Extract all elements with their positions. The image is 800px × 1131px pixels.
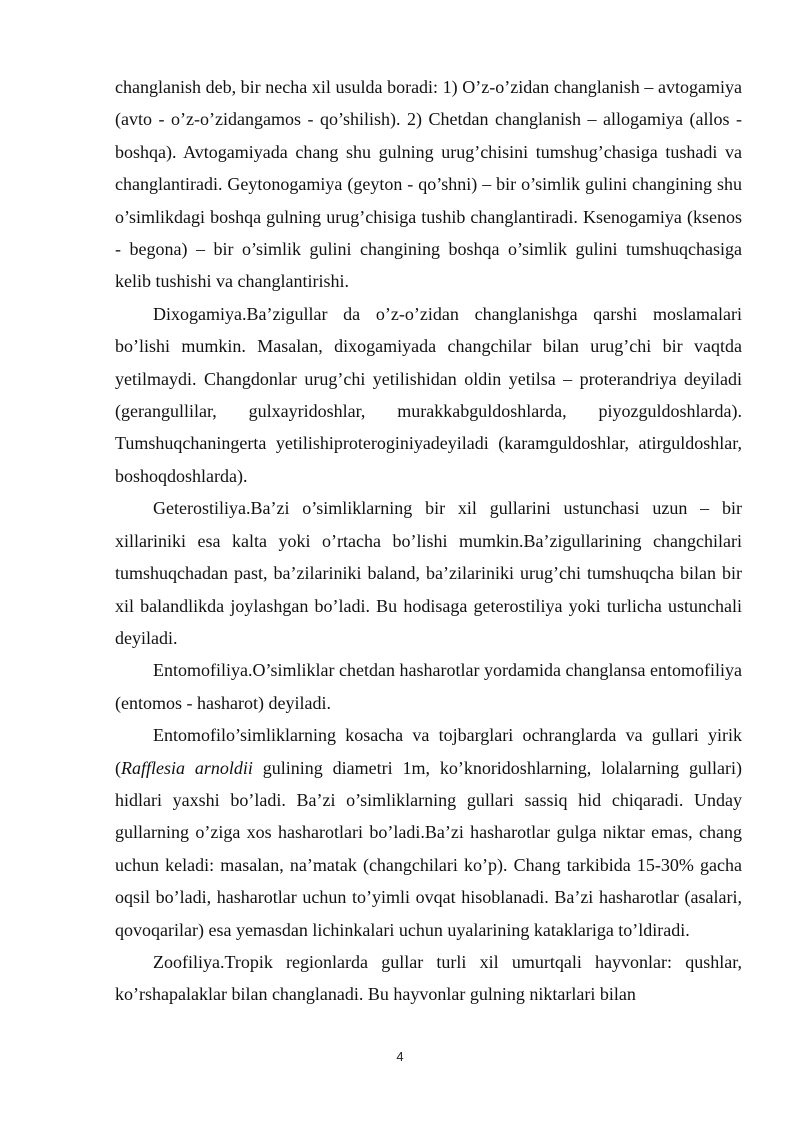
paragraph-entomophilous-plants <box>115 719 742 946</box>
page-number: 4 <box>396 1049 404 1064</box>
paragraph-heterostyly: Geterostiliya.Ba’zi o’simliklarning bir xil gullarini ustunchasi uzun – bir xillariniki esa kalta yoki o’rtacha bo’lishi mumkin.Ba’zigullarining changchilari tumshuqchadan past, ba’zilariniki baland, ba’zilariniki urug’chi tumshuqcha bilan bir xil balandlikda joylashgan bo’ladi. Bu hodisaga geterostiliya yoki turlicha ustunchali deyiladi. <box>115 498 742 648</box>
paragraph-text-start: Entomofilo’simliklarning kosacha va tojbarglari ochranglarda va gullari yirik ( <box>115 725 742 778</box>
paragraph-dichogamy: Dixogamiya.Ba’zigullar da o’z-o’zidan changlanishga qarshi moslamalari bo’lishi mumkin. Masalan, dixogamiyada changchilar bilan urug’chi bir vaqtda yetilmaydi. Changdonlar urug’chi yetilishidan oldin yetilsa – proterandriya deyiladi (gerangullilar, gulxayridoshlar, murakkabguldoshlarda, piyozguldoshlarda). Tumshuqchaningerta yetilishiproteroginiyadeyiladi (karamguldoshlar, atirguldoshlar, boshoqdoshlarda). <box>115 303 742 486</box>
paragraph-zoophily: Zoofiliya.Tropik regionlarda gullar turli xil umurtqali hayvonlar: qushlar, ko’rshapalaklar bilan changlanadi. Bu hayvonlar gulning niktarlari bilan <box>115 951 742 1005</box>
species-name-italic: Rafflesia arnoldii <box>121 757 253 778</box>
paragraph-entomophily: Entomofiliya.O’simliklar chetdan hasharotlar yordamida changlansa entomofiliya (entomos - hasharot) deyiladi. <box>115 660 742 713</box>
paragraph-text-end: gulining diametri 1m, ko’knoridoshlarning, lolalarning gullari) hidlari yaxshi bo’ladi. Ba’zi o’simliklarning gullari sassiq hid chiqaradi. Unday gullarning o’ziga xos hasharotlari bo’ladi.Ba’zi hasharotlar gulga niktar emas, chang uchun keladi: masalan, na’matak (changchilari ko’p). Chang tarkibida 15-30% gacha oqsil bo’ladi, hasharotlar uchun to’yimli ovqat hisoblanadi. Ba’zi hasharotlar (asalari, qovoqarilar) esa yemasdan lichinkalari uchun uyalarining kataklariga to’ldiradi. <box>115 757 742 940</box>
body-text <box>115 71 742 1011</box>
paragraph-pollination-types: changlanish deb, bir necha xil usulda boradi: 1) O’z-o’zidan changlanish – avtogamiya (avto - o’z-o’zidangamos - qo’shilish). 2) Chetdan changlanish – allogamiya (allos - boshqa). Avtogamiyada chang shu gulning urug’chisini tumshug’chasiga tushadi va changlantiradi. Geytonogamiya (geyton - qo’shni) – bir o’simlik gulini changining shu o’simlikdagi boshqa gulning urug’chisiga tushib changlantiradi. Ksenogamiya (ksenos - begona) – bir o’simlik gulini changining boshqa o’simlik gulini tumshuqchasiga kelib tushishi va changlantirishi. <box>115 77 742 292</box>
